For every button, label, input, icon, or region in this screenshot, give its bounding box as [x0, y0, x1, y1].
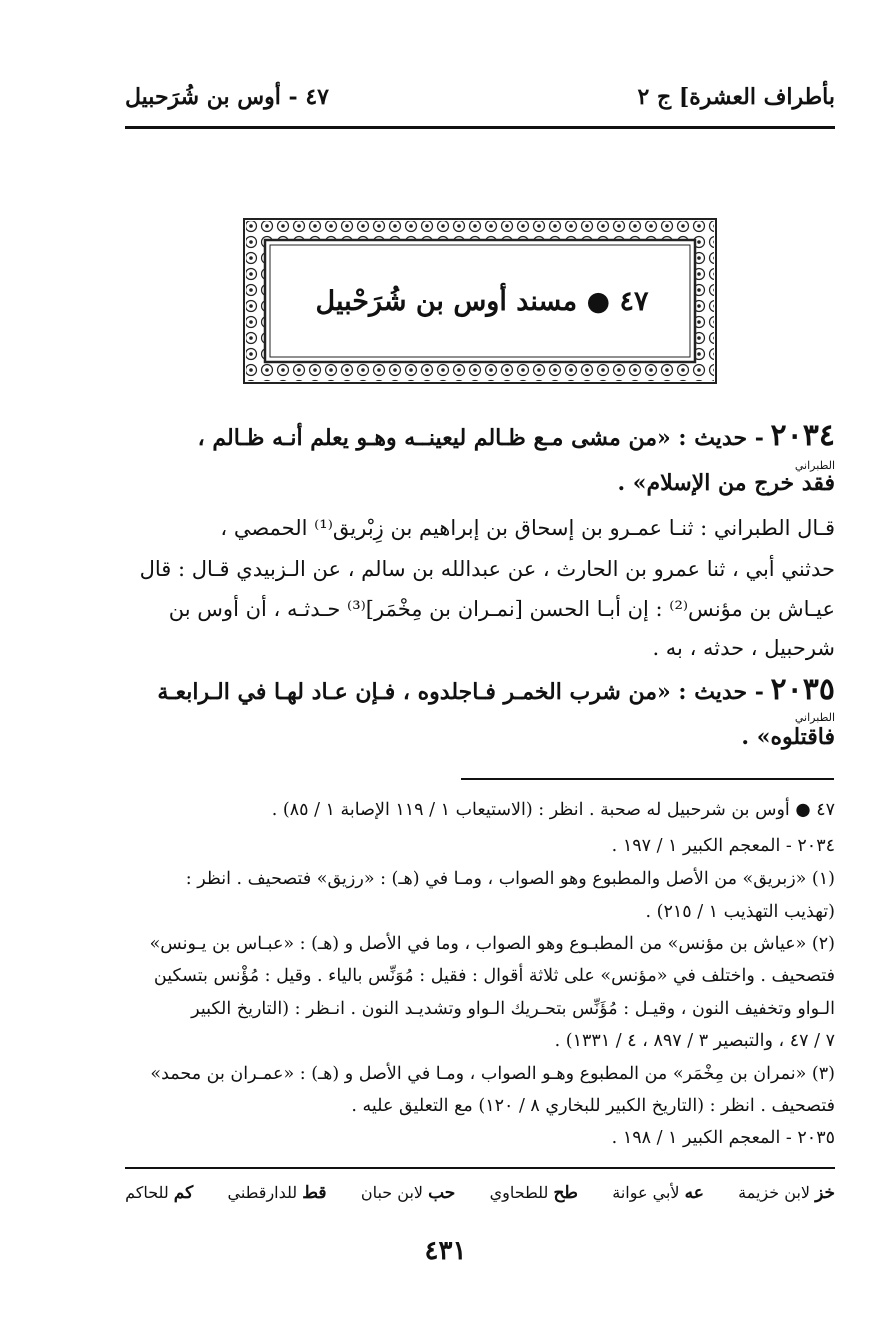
section-title-text: ٤٧ ● مسند أوس بن شُرَحْبيل — [315, 285, 649, 317]
hadith-2035-line-1 — [125, 672, 835, 716]
footnote-line: (تهذيب التهذيب ١ / ٢١٥) . — [645, 902, 835, 922]
isnad-line-1: قـال الطبراني : ثنـا عمـرو بن إسحاق بن إبراهيم بن زِبْريق⁽¹⁾ الحمصي ، — [220, 516, 835, 540]
isnad-line-4: شرحبيل ، حدثه ، به . — [652, 636, 835, 660]
abbreviation-item: عه لأبي عوانة — [612, 1183, 704, 1203]
page-number: ٤٣١ — [424, 1236, 467, 1266]
footnote-line: الـواو وتخفيف النون ، وقيـل : مُؤَنِّس بتحـريك الـواو وتشديـد النون . انـظر : (التاريخ الكبير — [191, 999, 835, 1019]
hadith-text: - حديث : «من شرب الخمـر فـاجلدوه ، فـإن عـاد لهـا في الـرابعـة — [157, 679, 764, 705]
abbreviation-item: حب لابن حبان — [360, 1183, 456, 1203]
hadith-source-mark: الطبراني — [794, 711, 835, 724]
section-title — [270, 246, 694, 356]
footnote-line: ٢٠٣٥ - المعجم الكبير ١ / ١٩٨ . — [611, 1128, 835, 1148]
footnote-line: ٤٧ ● أوس بن شرحبيل له صحبة . انظر : (الاستيعاب ١ / ١١٩ الإصابة ١ / ٨٥) . — [271, 800, 835, 820]
footnote-line: فتصحيف . انظر : (التاريخ الكبير للبخاري ٨ / ١٢٠) مع التعليق عليه . — [351, 1096, 835, 1116]
abbreviations-legend — [125, 1183, 835, 1213]
header-book-title: بأطراف العشرة] ج ٢ — [637, 84, 835, 110]
footnote-line: (١) «زبريق» من الأصل والمطبوع وهو الصواب ، ومـا في (هـ) : «رزيق» فتصحيف . انظر : — [185, 869, 835, 889]
hadith-2034-line-2: فقد خرج من الإسلام» . — [617, 470, 835, 496]
footnote-line: (٣) «نمران بن مِخْمَر» من المطبوع وهـو الصواب ، ومـا في الأصل و (هـ) : «عمـران بن محمد» — [150, 1064, 835, 1084]
footnote-rule — [461, 778, 834, 780]
header-rule — [125, 126, 835, 129]
hadith-2034-line-1 — [125, 418, 835, 462]
footnote-line: (٢) «عياش بن مؤنس» من المطبـوع وهو الصواب ، وما في الأصل و (هـ) : «عبـاس بن يـونس» — [149, 934, 835, 954]
hadith-number: ٢٠٣٥ — [770, 672, 835, 707]
abbreviation-item: خز لابن خزيمة — [738, 1183, 835, 1203]
running-header — [125, 78, 835, 122]
hadith-number: ٢٠٣٤ — [770, 418, 835, 453]
hadith-source-mark: الطبراني — [794, 459, 835, 472]
abbreviation-item: قط للدارقطني — [227, 1183, 327, 1203]
abbreviation-item: طح للطحاوي — [489, 1183, 578, 1203]
hadith-text: - حديث : «من مشى مـع ظـالم ليعينــه وهـو يعلم أنـه ظـالم ، — [197, 425, 764, 451]
isnad-line-3: عيـاش بن مؤنس⁽²⁾ : إن أبـا الحسن [نمـران بن مِخْمَر]⁽³⁾ حـدثـه ، أن أوس بن — [168, 597, 835, 621]
footnote-line: فتصحيف . واختلف في «مؤنس» على ثلاثة أقوال : فقيل : مُوَنِّس بالياء . وقيل : مُؤْنس بتسكين — [153, 966, 835, 986]
footnote-line: ٢٠٣٤ - المعجم الكبير ١ / ١٩٧ . — [611, 836, 835, 856]
header-section-title: ٤٧ - أوس بن شُرَحبيل — [125, 84, 329, 110]
footnote-line: ٧ / ٤٧ ، والتبصير ٣ / ٨٩٧ ، ٤ / ١٣٣١) . — [554, 1031, 835, 1051]
hadith-2035-line-2: فاقتلوه» . — [741, 724, 835, 750]
abbreviations-rule — [125, 1167, 835, 1169]
isnad-line-2: حدثني أبي ، ثنا عمرو بن الحارث ، عن عبدالله بن سالم ، عن الـزبيدي قـال : قال — [139, 557, 835, 581]
abbreviation-item: كم للحاكم — [125, 1183, 194, 1203]
